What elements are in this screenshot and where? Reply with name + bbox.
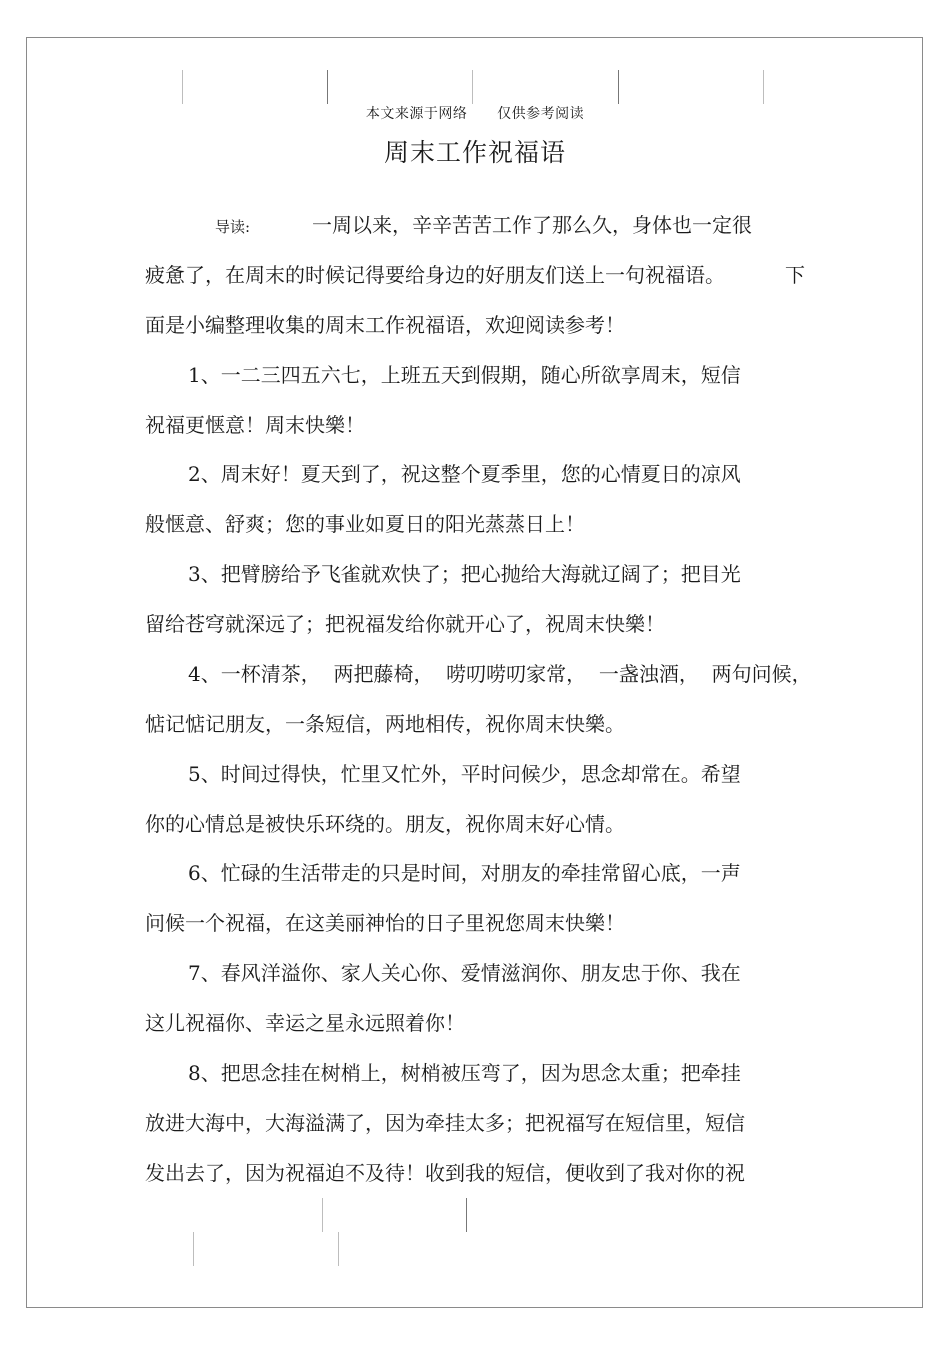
list-item-2-line: 2、周末好！夏天到了，祝这整个夏季里，您的心情夏日的凉风: [188, 462, 741, 486]
list-item-5-line: 你的心情总是被快乐环绕的。朋友，祝你周末好心情。: [145, 812, 625, 836]
list-item-number: 4: [188, 662, 201, 686]
list-item-7-line: 7、春风洋溢你、家人关心你、爱情滋润你、朋友忠于你、我在: [188, 961, 741, 985]
list-item-1-line: 1、一二三四五六七，上班五天到假期，随心所欲享周末，短信: [188, 363, 741, 387]
list-item-number: 7: [188, 961, 201, 985]
bottom-rule-1: [322, 1198, 323, 1232]
bottom-rule-2: [466, 1198, 467, 1232]
top-rule-5: [763, 70, 764, 104]
list-item-6-line: 问候一个祝福，在这美丽神怡的日子里祝您周末快樂！: [145, 911, 625, 935]
intro-line: 下: [785, 263, 805, 287]
list-item-5-line: 5、时间过得快，忙里又忙外，平时问候少，思念却常在。希望: [188, 762, 741, 786]
list-item-6-line: 6、忙碌的生活带走的只是时间，对朋友的牵挂常留心底，一声: [188, 861, 741, 885]
list-item-number: 5: [188, 762, 201, 786]
list-item-3-line: 3、把臂膀给予飞雀就欢快了；把心抛给大海就辽阔了；把目光: [188, 562, 741, 586]
list-item-number: 3: [188, 562, 201, 586]
bottom-rule-3: [193, 1232, 194, 1266]
intro-label: 导读:: [215, 218, 251, 236]
intro-line: 一周以来，辛辛苦苦工作了那么久，身体也一定很: [312, 213, 752, 237]
top-rule-3: [472, 70, 473, 104]
list-item-8-line: 8、把思念挂在树梢上，树梢被压弯了，因为思念太重；把牵挂: [188, 1061, 741, 1085]
list-item-3-line: 留给苍穹就深远了；把祝福发给你就开心了，祝周末快樂！: [145, 612, 665, 636]
page-title: 周末工作祝福语: [383, 138, 566, 167]
list-item-4-line: 4、一杯清茶， 两把藤椅， 唠叨唠叨家常， 一盏浊酒， 两句问候，: [188, 662, 812, 686]
list-item-8-line: 发出去了，因为祝福迫不及待！收到我的短信，便收到了我对你的祝: [145, 1161, 745, 1185]
list-item-1-line: 祝福更惬意！周末快樂！: [145, 413, 365, 437]
top-rule-4: [618, 70, 619, 104]
intro-line: 面是小编整理收集的周末工作祝福语，欢迎阅读参考！: [145, 313, 625, 337]
top-rule-1: [182, 70, 183, 104]
intro-line: 疲惫了，在周末的时候记得要给身边的好朋友们送上一句祝福语。: [145, 263, 725, 287]
list-item-2-line: 般惬意、舒爽；您的事业如夏日的阳光蒸蒸日上！: [145, 512, 585, 536]
list-item-number: 6: [188, 861, 201, 885]
list-item-4-line: 惦记惦记朋友，一条短信，两地相传，祝你周末快樂。: [145, 712, 625, 736]
list-item-number: 1: [188, 363, 201, 387]
list-item-number: 8: [188, 1061, 201, 1085]
list-item-7-line: 这儿祝福你、幸运之星永远照着你！: [145, 1011, 465, 1035]
bottom-rule-4: [338, 1232, 339, 1266]
top-rule-2: [327, 70, 328, 104]
list-item-number: 2: [188, 462, 201, 486]
header-note: 本文来源于网络 仅供参考阅读: [365, 106, 585, 122]
list-item-8-line: 放进大海中，大海溢满了，因为牵挂太多；把祝福写在短信里，短信: [145, 1111, 745, 1135]
